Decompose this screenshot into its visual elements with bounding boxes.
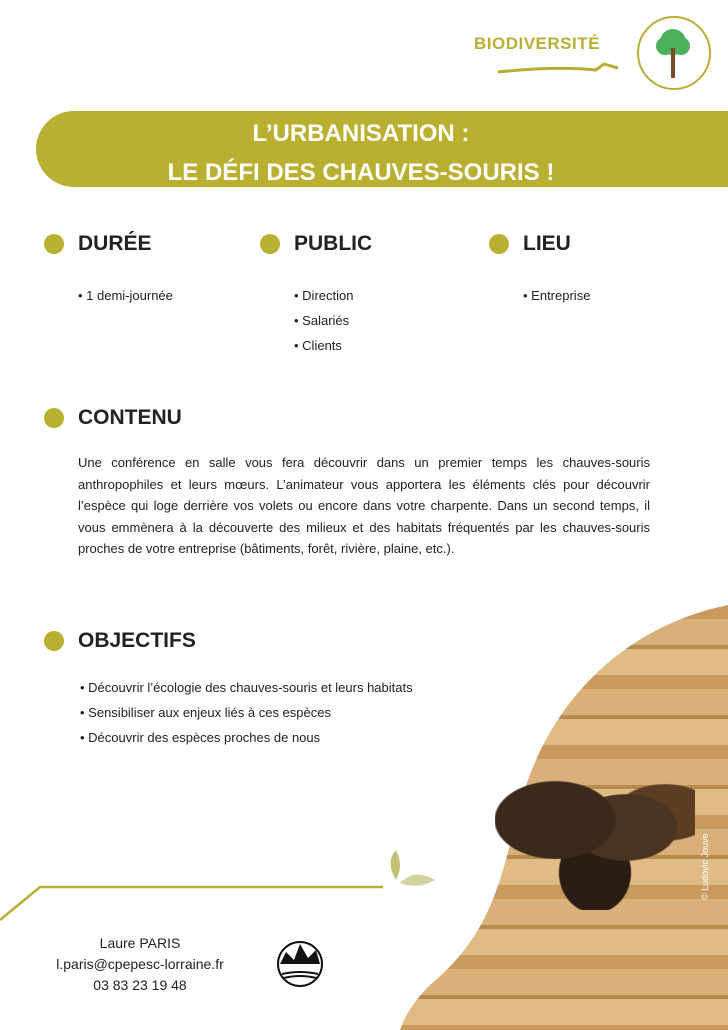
section-heading: CONTENU — [78, 406, 182, 429]
bullet-dot — [44, 234, 64, 254]
contenu-heading — [44, 406, 182, 430]
list-item: • Découvrir l’écologie des chauves-souris et leurs habitats — [80, 675, 413, 700]
list-item: • Entreprise — [523, 283, 590, 308]
title-line-1: L’URBANISATION : — [252, 120, 470, 147]
bullet-dot — [260, 234, 280, 254]
list-item: • Sensibiliser aux enjeux liés à ces espèces — [80, 700, 413, 725]
cpepesc-logo — [272, 930, 334, 992]
section-heading: PUBLIC — [294, 232, 373, 255]
underline-swoosh — [496, 62, 621, 76]
bullet-dot — [489, 234, 509, 254]
title-line-2: LE DÉFI DES CHAUVES-SOURIS ! — [167, 159, 555, 186]
leaf-icon — [400, 875, 435, 886]
tree-icon — [637, 16, 711, 90]
bullet-dot — [44, 631, 64, 651]
leaf-icon — [391, 850, 401, 880]
photo-credit: © Ludovic Jouve — [700, 833, 710, 900]
list-item: • Clients — [294, 333, 372, 358]
title-banner — [36, 111, 728, 187]
contact-block — [40, 933, 240, 996]
list-item: • 1 demi-journée — [78, 283, 173, 308]
section-heading: LIEU — [523, 232, 571, 255]
lieu-section — [489, 232, 590, 308]
section-heading: DURÉE — [78, 232, 152, 255]
list-item: • Salariés — [294, 308, 372, 333]
contact-email[interactable]: l.paris@cpepesc-lorraine.fr — [56, 956, 224, 972]
bats-image — [495, 760, 695, 910]
footer-line — [0, 850, 440, 930]
list-item: • Découvrir des espèces proches de nous — [80, 725, 413, 750]
bullet-dot — [44, 408, 64, 428]
duree-section — [44, 232, 173, 308]
contact-name: Laure PARIS — [99, 935, 181, 951]
contenu-text: Une conférence en salle vous fera découvrir dans un premier temps les chauves-souris anthropophiles et leurs mœurs. L’animateur vous apportera les éléments clés pour découvrir l’espèce qui loge derrière vos volets ou encore dans votre charpente. Dans un second temps, il vous emmènera à la découverte des milieux et des habitats fréquentés par les chauves-souris proches de votre entreprise (bâtiments, forêt, rivière, plaine, etc.). — [78, 455, 650, 556]
public-section — [260, 232, 372, 358]
section-heading: OBJECTIFS — [78, 629, 196, 652]
contact-phone: 03 83 23 19 48 — [93, 977, 187, 993]
list-item: • Direction — [294, 283, 372, 308]
category-label: BIODIVERSITÉ — [474, 34, 600, 53]
objectifs-heading — [44, 629, 196, 653]
